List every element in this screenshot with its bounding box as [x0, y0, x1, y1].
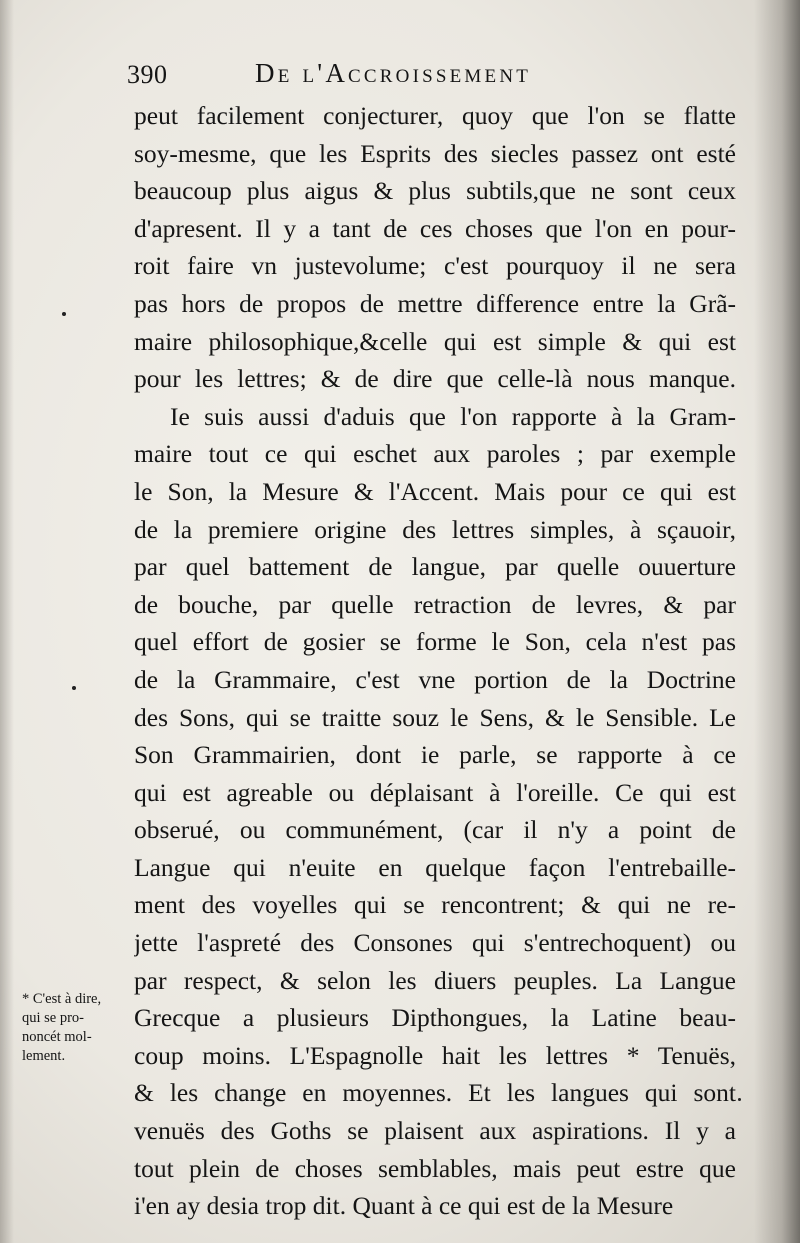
text-line: soy-mesme, que les Esprits des siecles passez ont esté — [134, 138, 736, 168]
text-line: coup moins. L'Espagnolle hait les lettres * Tenuës, — [134, 1040, 736, 1070]
running-title: De l'Accroissement — [255, 58, 532, 88]
text-line: maire philosophique,&celle qui est simple & qui est — [134, 326, 736, 356]
paper-speck — [72, 686, 76, 690]
text-line: de la Grammaire, c'est vne portion de la Doctrine — [134, 664, 736, 694]
text-line: & les change en moyennes. Et les langues qui sont — [134, 1078, 736, 1108]
text-line: pour les lettres; & de dire que celle-là nous manque. — [134, 364, 736, 394]
body-text — [134, 97, 736, 1225]
text-line: de la premiere origine des lettres simples, à sçauoir, — [134, 514, 736, 544]
margin-note — [22, 990, 122, 1066]
text-line: tout plein de choses semblables, mais peut estre que — [134, 1153, 736, 1183]
text-line: venuës des Goths se plaisent aux aspirations. Il y a — [134, 1116, 736, 1146]
text-line: roit faire vn justevolume; c'est pourquoy il ne sera — [134, 251, 736, 281]
paper-speck — [738, 1098, 741, 1101]
text-line: peut facilement conjecturer, quoy que l'on se flatte — [134, 101, 736, 130]
text-line: des Sons, qui se traitte souz le Sens, & le Sensible. Le — [134, 702, 736, 732]
text-line: le Son, la Mesure & l'Accent. Mais pour ce qui est — [134, 476, 736, 506]
text-line: pas hors de propos de mettre difference entre la Grã- — [134, 288, 736, 318]
text-line: qui est agreable ou déplaisant à l'oreille. Ce qui est — [134, 777, 736, 807]
text-line: ment des voyelles qui se rencontrent; & qui ne re- — [134, 890, 736, 920]
margin-note-line: * C'est à dire, — [22, 991, 102, 1007]
text-line: quel effort de gosier se forme le Son, cela n'est pas — [134, 627, 736, 657]
text-line: jette l'aspreté des Consones qui s'entrechoquent) ou — [134, 928, 736, 958]
text-line-paragraph-start: Ie suis aussi d'aduis que l'on rapporte à la Gram- — [170, 401, 736, 431]
text-line: obserué, ou communément, (car il n'y a point de — [134, 815, 736, 845]
text-line: de bouche, par quelle retraction de levres, & par — [134, 589, 736, 619]
page-header — [127, 58, 737, 98]
page-number: 390 — [127, 60, 168, 89]
text-line: i'en ay desia trop dit. Quant à ce qui est de la Mesure — [134, 1191, 674, 1221]
text-line: beaucoup plus aigus & plus subtils,que ne sont ceux — [134, 176, 736, 206]
page-left-edge — [0, 0, 14, 1243]
text-line: Grecque a plusieurs Dipthongues, la Latine beau- — [134, 1003, 736, 1033]
text-line: Langue qui n'euite en quelque façon l'entrebaille- — [134, 852, 736, 882]
margin-note-line: noncét mol- — [22, 1029, 92, 1045]
text-line: par respect, & selon les diuers peuples. La Langue — [134, 965, 736, 995]
text-line: maire tout ce qui eschet aux paroles ; par exemple — [134, 439, 736, 469]
page-gutter-shadow — [754, 0, 800, 1243]
paper-speck — [62, 312, 66, 316]
text-line: par quel battement de langue, par quelle ouuerture — [134, 552, 736, 582]
text-line: d'apresent. Il y a tant de ces choses que l'on en pour- — [134, 213, 736, 243]
margin-note-line: qui se pro- — [22, 1010, 85, 1026]
margin-note-line: lement. — [22, 1048, 66, 1064]
text-line: Son Grammairien, dont ie parle, se rapporte à ce — [134, 740, 736, 770]
